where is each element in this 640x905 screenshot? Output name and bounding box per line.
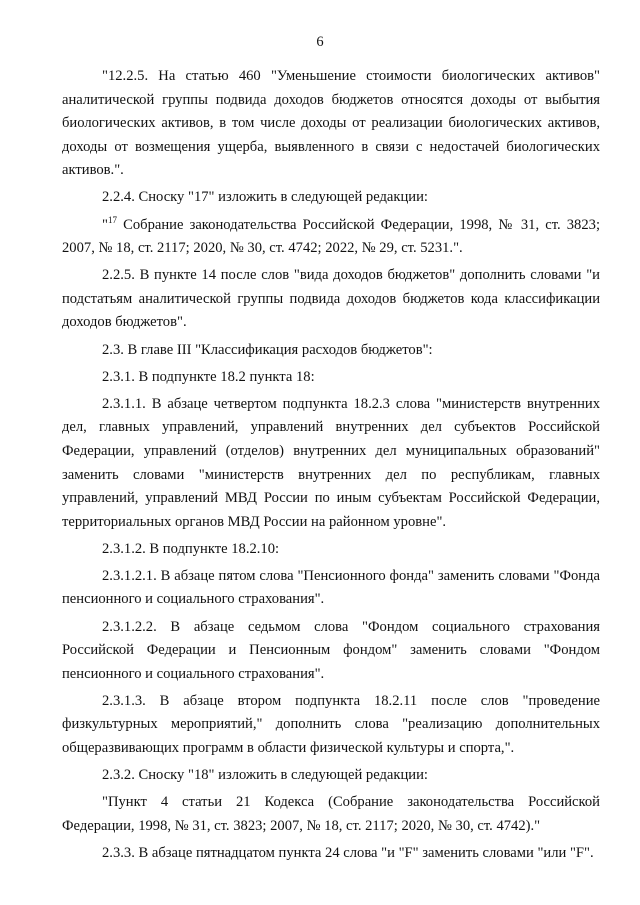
paragraph-2-3-3: 2.3.3. В абзаце пятнадцатом пункта 24 слова "и "F" заменить словами "или "F". [102, 844, 594, 861]
footnote-quote: " [102, 216, 108, 233]
paragraph-2-3-1: 2.3.1. В подпункте 18.2 пункта 18: [102, 368, 315, 385]
footnote-mark: 17 [107, 214, 117, 225]
paragraph-2-3-1-1: 2.3.1.1. В абзаце четвертом подпункта 18.2.3 слова "министерств внутренних дел, главных управлений, управлений внутренних дел субъектов Российской Федерации, управлений (отделов) внутренних дел муниципальных образований" заменить словами "министерств внутренних дел по республикам, главных управлений, управлений МВД России по иным субъектам Российской Федерации, территориальных органов МВД России на районном уровне". [62, 395, 600, 530]
paragraph-2-3-2: 2.3.2. Сноску "18" изложить в следующей редакции: [102, 767, 428, 784]
paragraph-2-3-1-2: 2.3.1.2. В подпункте 18.2.10: [102, 540, 280, 557]
paragraph-12-2-5: "12.2.5. На статью 460 "Уменьшение стоимости биологических активов" аналитической группы подвида доходов бюджетов относятся доходы от выбытия биологических активов, в том числе доходы от реализации биологических активов, доходы от возмещения ущерба, выявленного в связи с недостачей биологических активов.". [62, 68, 600, 179]
document-body [62, 65, 600, 866]
paragraph-footnote-18: "Пункт 4 статьи 21 Кодекса (Собрание законодательства Российской Федерации, 1998, № 31, ст. 3823; 2007, № 18, ст. 2117; 2020, № 30, ст. 4742)." [62, 794, 600, 834]
paragraph-2-3: 2.3. В главе III "Классификация расходов бюджетов": [102, 341, 433, 358]
paragraph-2-3-1-3: 2.3.1.3. В абзаце втором подпункта 18.2.11 после слов "проведение физкультурных мероприятий," дополнить слова "реализацию дополнительных общеразвивающих программ в области физической культуры и спорта,". [62, 692, 600, 757]
paragraph-2-2-5: 2.2.5. В пункте 14 после слов "вида доходов бюджетов" дополнить словами "и подстатьям аналитической группы подвида доходов бюджетов кода классификации доходов бюджетов". [62, 267, 600, 331]
paragraph-2-3-1-2-2: 2.3.1.2.2. В абзаце седьмом слова "Фондом социального страхования Российской Федерации и Пенсионным фондом" заменить словами "Фондом пенсионного и социального страхования". [62, 618, 600, 682]
paragraph-2-3-1-2-1: 2.3.1.2.1. В абзаце пятом слова "Пенсионного фонда" заменить словами "Фонда пенсионного и социального страхования". [62, 567, 600, 608]
footnote-text: Собрание законодательства Российской Федерации, 1998, № 31, ст. 3823; 2007, № 18, ст. 2117; 2020, № 30, ст. 4742; 2022, № 29, ст. 5231.". [62, 216, 601, 257]
paragraph-2-2-4: 2.2.4. Сноску "17" изложить в следующей редакции: [102, 189, 428, 206]
paragraph-footnote-17 [62, 214, 600, 261]
page-number: 6 [316, 34, 324, 50]
